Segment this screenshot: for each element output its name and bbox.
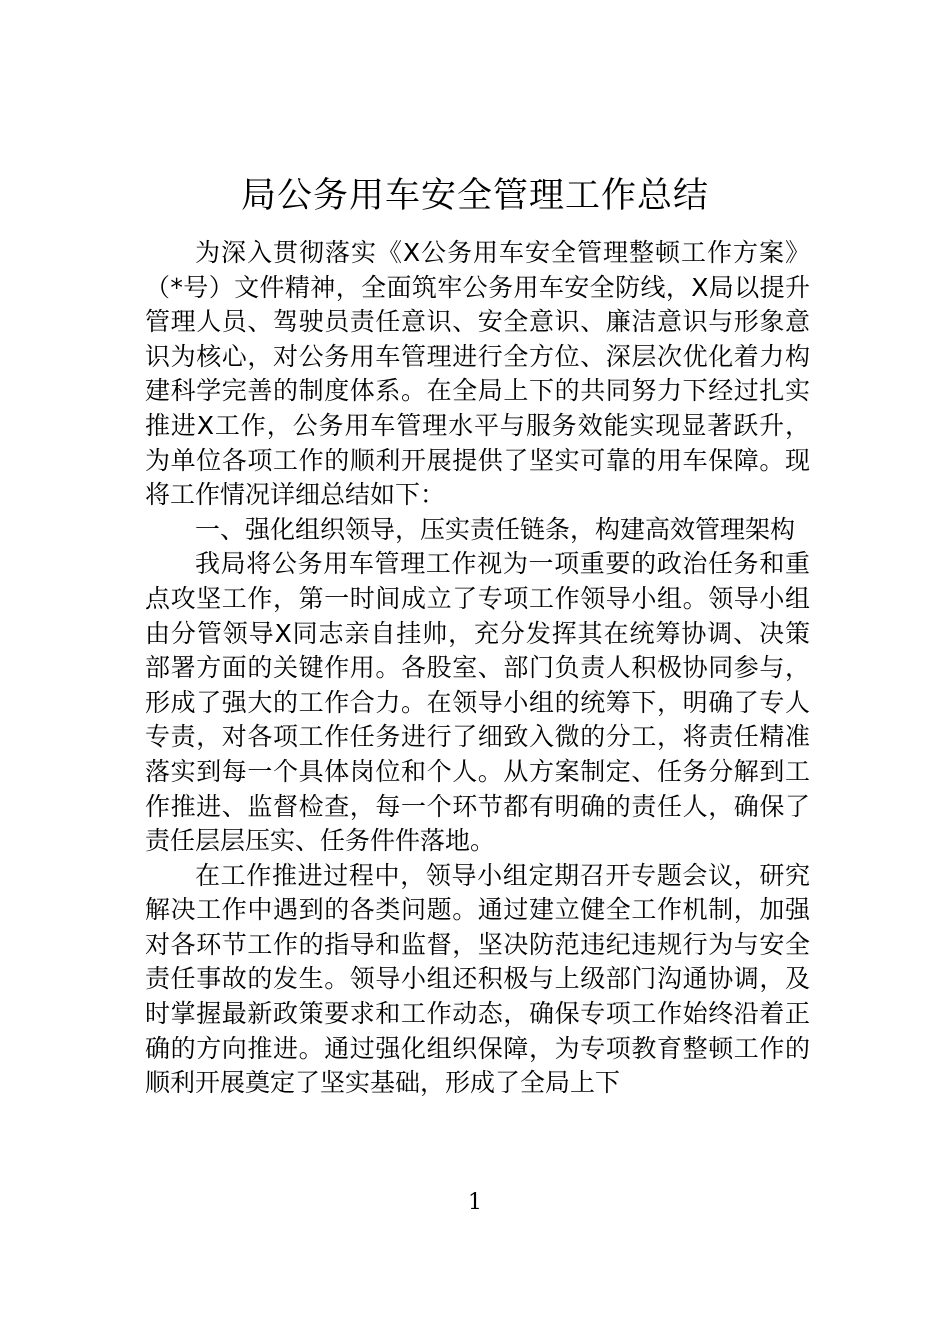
page-number: 1 — [468, 1190, 482, 1215]
paragraph-section-1-a: 我局将公务用车管理工作视为一项重要的政治任务和重点攻坚工作，第一时间成立了专项工作领导小组。领导小组由分管领导X同志亲自挂帅，充分发挥其在统筹协调、决策部署方面的关键作用。各股室、部门负责人积极协同参与，形成了强大的工作合力。在领导小组的统筹下，明确了专人专责，对各项工作任务进行了细致入微的分工，将责任精准落实到每一个具体岗位和个人。从方案制定、任务分解到工作推进、监督检查，每一个环节都有明确的责任人，确保了责任层层压实、任务件件落地。 — [145, 549, 810, 856]
document-title: 局公务用车安全管理工作总结 — [240, 176, 709, 216]
paragraph-intro: 为深入贯彻落实《X公务用车安全管理整顿工作方案》（*号）文件精神，全面筑牢公务用车安全防线，X局以提升管理人员、驾驶员责任意识、安全意识、廉洁意识与形象意识为核心，对公务用车管理进行全方位、深层次优化着力构建科学完善的制度体系。在全局上下的共同努力下经过扎实推进X工作，公务用车管理水平与服务效能实现显著跃升，为单位各项工作的顺利开展提供了坚实可靠的用车保障。现将工作情况详细总结如下： — [145, 238, 810, 510]
paragraph-section-1-b: 在工作推进过程中，领导小组定期召开专题会议，研究解决工作中遇到的各类问题。通过建立健全工作机制，加强对各环节工作的指导和监督，坚决防范违纪违规行为与安全责任事故的发生。领导小组还积极与上级部门沟通协调，及时掌握最新政策要求和工作动态，确保专项工作始终沿着正确的方向推进。通过强化组织保障，为专项教育整顿工作的顺利开展奠定了坚实基础，形成了全局上下 — [145, 860, 810, 1098]
document-body — [145, 236, 810, 1101]
section-heading-1: 一、强化组织领导，压实责任链条，构建高效管理架构 — [195, 514, 796, 544]
